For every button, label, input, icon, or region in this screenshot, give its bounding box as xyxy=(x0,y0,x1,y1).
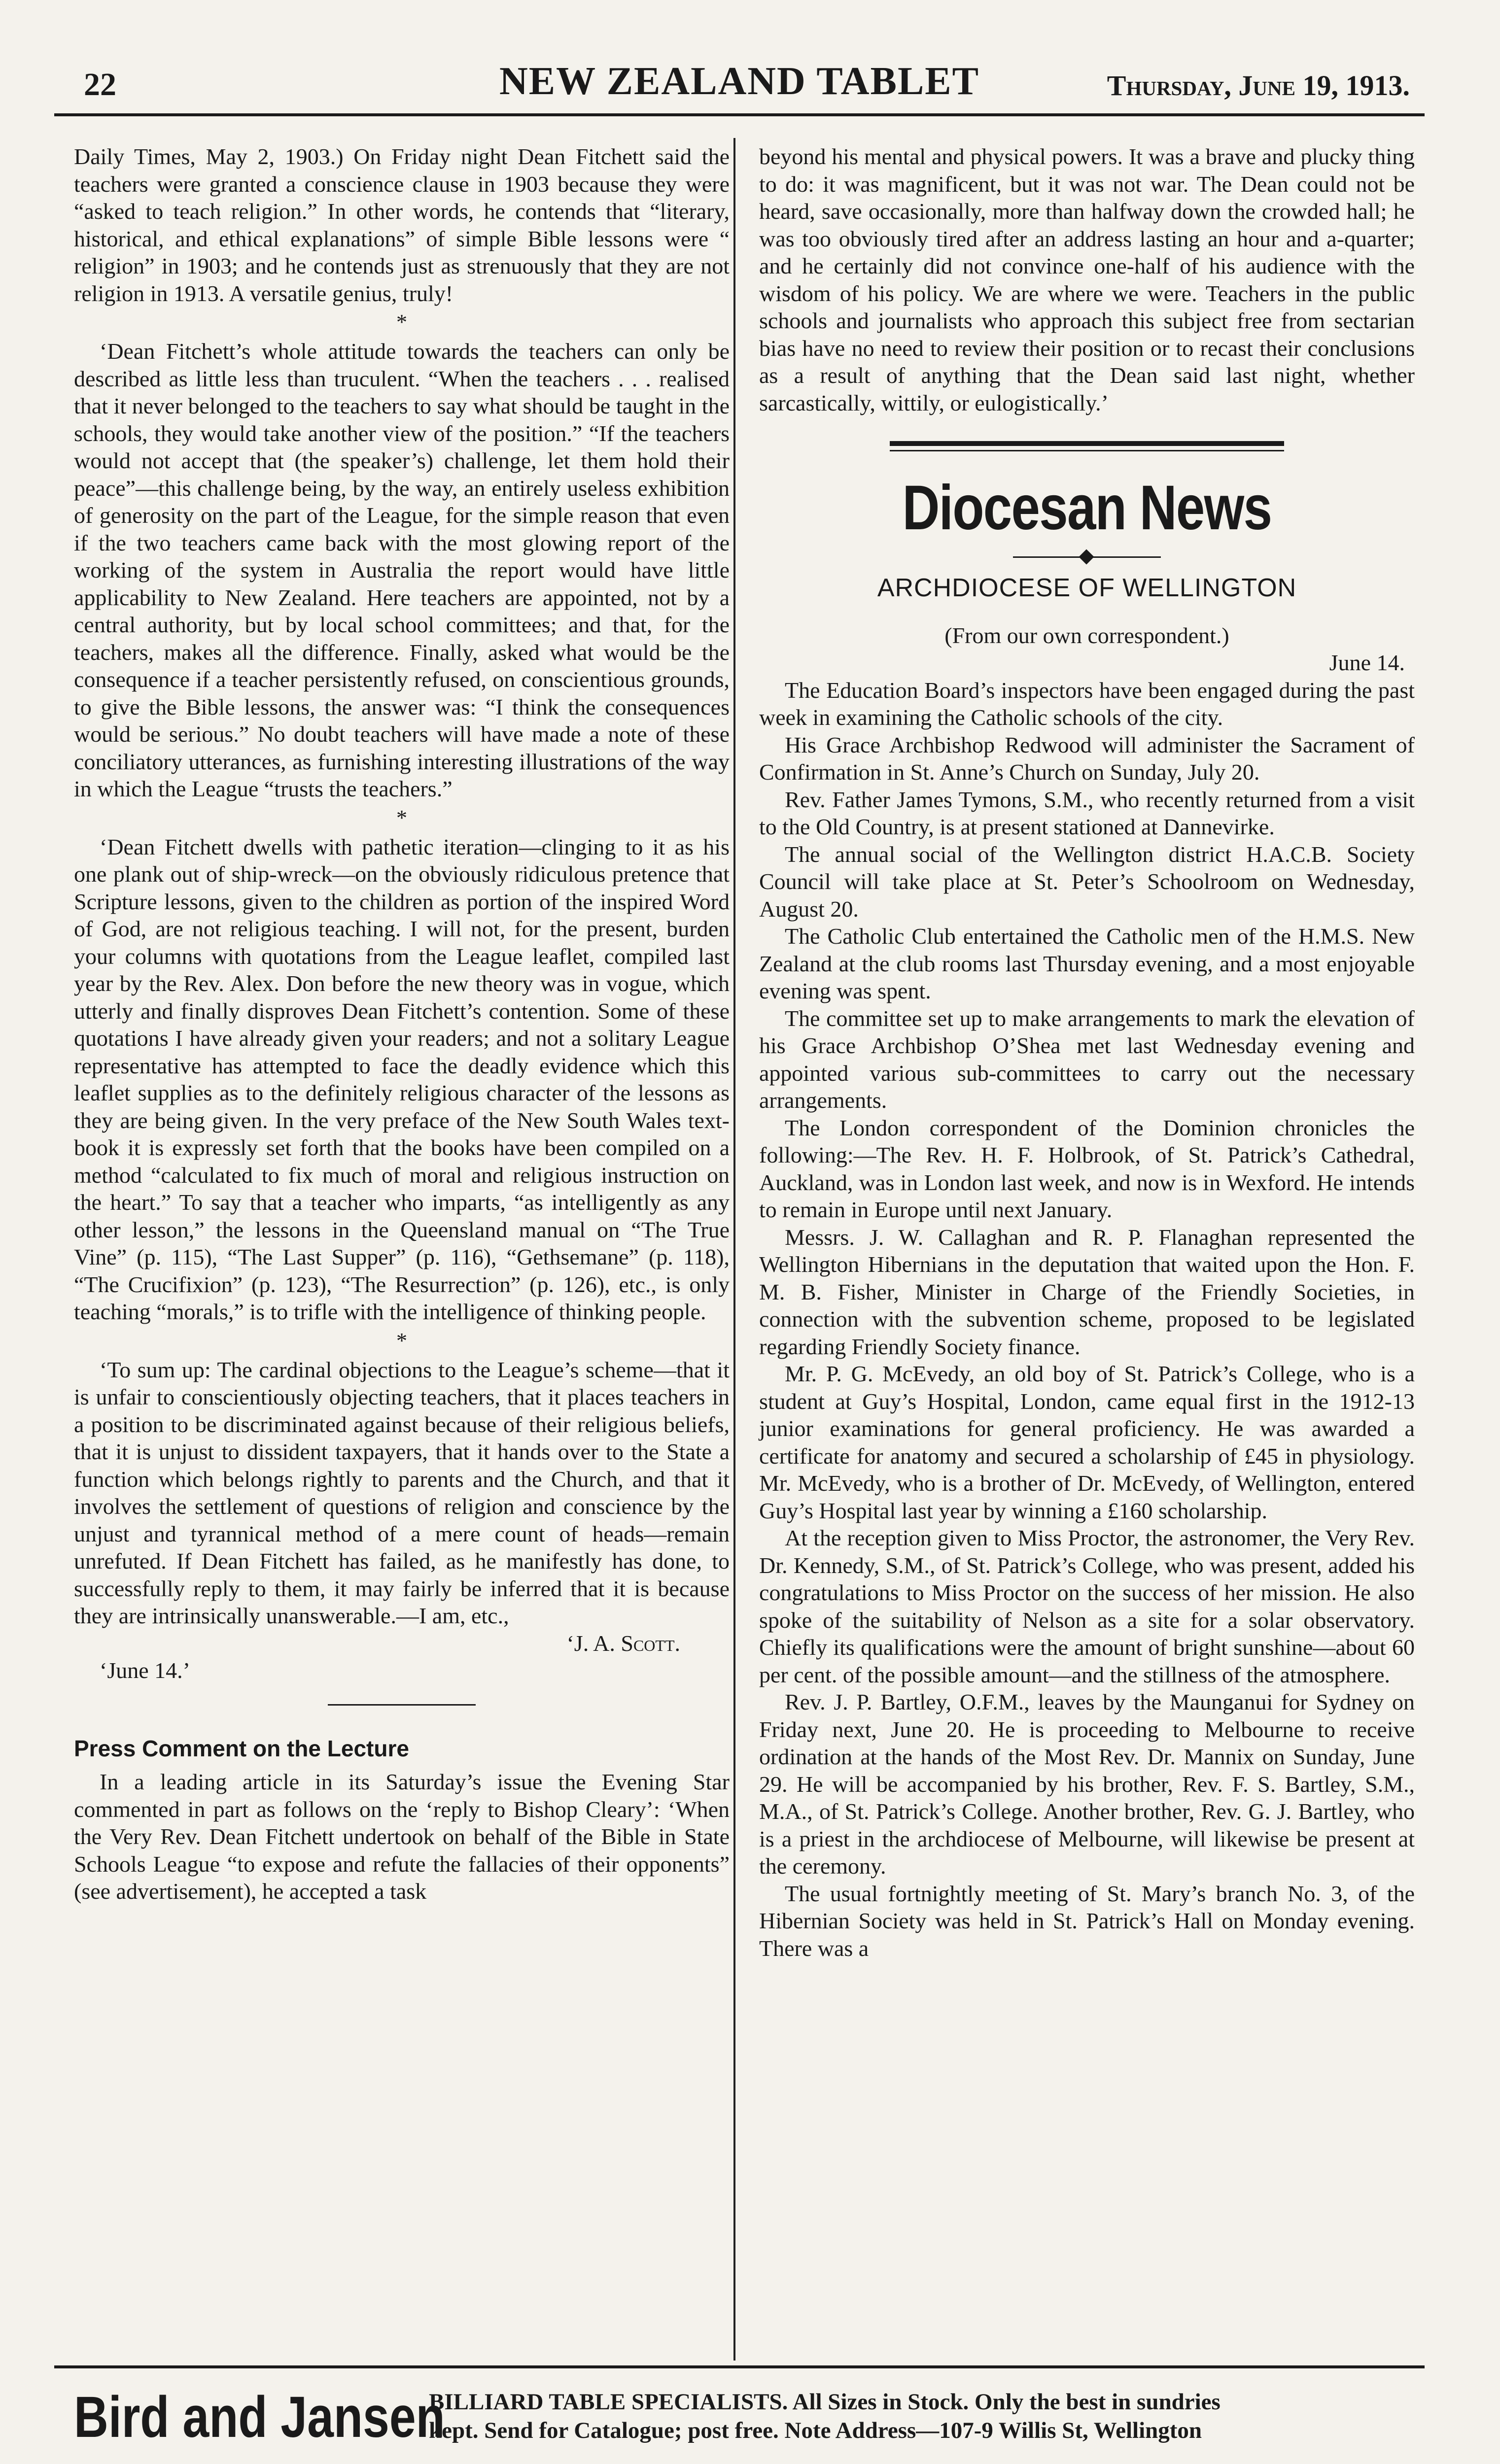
asterisk-separator: * xyxy=(396,805,407,830)
news-item: Rev. Father James Tymons, S.M., who recently returned from a visit to the Old Country, is at present stationed at Dannevirke. xyxy=(759,787,1415,839)
column-divider xyxy=(733,138,735,2361)
news-item: His Grace Archbishop Redwood will administer the Sacrament of Confirmation in St. Anne’s Church on Sunday, July 20. xyxy=(759,732,1415,785)
advertisement-footer xyxy=(64,2380,1425,2454)
masthead xyxy=(54,49,1425,116)
paragraph: ‘Dean Fitchett dwells with pathetic iteration—clinging to it as his one plank out of ship-wreck—on the obviously ridiculous pretence that Scripture lessons, given to the children as portion of the inspired Word of God, are not religious teaching. I will not, for the present, burden your columns with quotations from the League leaflet, compiled last year by the Rev. Alex. Don before the new theory was in vogue, which utterly and finally disproves Dean Fitchett’s contention. Some of these quotations I have already given your readers; and not a solitary League representative has attempted to face the deadly evidence which this leaflet supplies as to the definitely religious character of the lessons as they are being given. In the very preface of the New South Wales text-book it is expressly set forth that the books have been compiled on a method “calculated to fix much of moral and religious instruction on the heart.” To say that a teacher who imparts, “as intelligently as any other lesson,” the lessons in the Queensland manual on “The True Vine” (p. 115), “The Last Supper” (p. 116), “Gethsemane” (p. 118), “The Crucifixion” (p. 123), “The Resurrection” (p. 126), etc., is only teaching “morals,” is to trifle with the intelligence of thinking people. xyxy=(74,834,730,1324)
dispatch-date: June 14. xyxy=(1329,650,1405,675)
letter-signature: ‘J. A. Scott. xyxy=(566,1630,680,1656)
news-item: The usual fortnightly meeting of St. Mary’s branch No. 3, of the Hibernian Society was held in St. Patrick’s Hall on Monday evening. There was a xyxy=(759,1881,1415,1961)
asterisk-separator: * xyxy=(396,310,407,334)
section-title: Diocesan News xyxy=(902,473,1272,543)
news-item: The Catholic Club entertained the Catholic men of the H.M.S. New Zealand at the club rooms last Thursday evening, and a most enjoyable evening was spent. xyxy=(759,924,1415,1003)
footer-rule xyxy=(54,2365,1425,2368)
asterisk-separator: * xyxy=(396,1328,407,1353)
letter-date: ‘June 14.’ xyxy=(100,1658,190,1683)
advertisement-text xyxy=(429,2388,1415,2445)
right-column xyxy=(759,143,1415,1962)
news-item: At the reception given to Miss Proctor, the astronomer, the Very Rev. Dr. Kennedy, S.M., of St. Patrick’s College, who was present, added his congratulations to Miss Proctor on the success of her mission. He also spoke of the suitability of Nelson as a site for a solar observatory. Chiefly its qualifications were the amount of bright sunshine—about 60 per cent. of the possible amount—and the stillness of the atmosphere. xyxy=(759,1525,1415,1687)
correspondent-line: (From our own correspondent.) xyxy=(944,622,1229,648)
news-item: The committee set up to make arrangements to mark the elevation of his Grace Archbishop O’Shea met last Wednesday evening and appointed various sub-committees to carry out the necessary arrangements. xyxy=(759,1005,1415,1113)
paragraph: In a leading article in its Saturday’s issue the Evening Star commented in part as follows on the ‘reply to Bishop Cleary’: ‘When the Very Rev. Dean Fitchett undertook on behalf of the Bible in State Schools League “to expose and refute the fallacies of their opponents” (see advertisement), he accepted a task xyxy=(74,1769,730,1904)
paragraph: ‘To sum up: The cardinal objections to the League’s scheme—that it is unfair to conscientiously objecting teachers, that it places teachers in a position to be discriminated against because of their religious beliefs, that it is unjust to dissident taxpayers, that it hands over to the State a function which belongs rightly to parents and the Church, and that it involves the settlement of questions of religion and conscience by the unjust and tyrannical method of a mere count of heads—remain unrefuted. If Dean Fitchett has failed, as he manifestly has done, to successfully reply to them, it may fairly be inferred that it is because they are intrinsically unanswerable.—I am, etc., xyxy=(74,1357,730,1628)
diamond-ornament xyxy=(1013,550,1161,565)
news-item: The Education Board’s inspectors have been engaged during the past week in examining the Catholic schools of the city. xyxy=(759,677,1415,730)
paragraph: ‘Dean Fitchett’s whole attitude towards the teachers can only be described as little less than truculent. “When the teachers . . . realised that it never belonged to the teachers to say what should be taught in the schools, they would take another view of the position.” “If the teachers would not accept that (the speaker’s) challenge, let them hold their peace”—this challenge being, by the way, an entirely useless exhibition of generosity on the part of the League, for the simple reason that even if the two teachers came back with the most glowing report of the working of the system in Australia the report would have little applicability to New Zealand. Here teachers are appointed, not by a central authority, but by local school committees; and that, for the teachers, makes all the difference. Finally, asked what would be the consequence if a teacher persistently refused, on conscientious grounds, to give the Bible lessons, the answer was: “I think the consequences would be serious.” No doubt teachers will have made a note of these conciliatory utterances, as furnishing interesting illustrations of the way in which the League “trusts the teachers.” xyxy=(74,339,730,801)
issue-date: Thursday, June 19, 1913. xyxy=(1107,69,1410,102)
news-item: The annual social of the Wellington district H.A.C.B. Society Council will take place at St. Peter’s Schoolroom on Wednesday, August 20. xyxy=(759,841,1415,922)
subsection-title: ARCHDIOCESE OF WELLINGTON xyxy=(877,574,1297,602)
thin-rule xyxy=(890,450,1284,451)
ad-line-1: BILLIARD TABLE SPECIALISTS. All Sizes in Stock. Only the best in sundries xyxy=(429,2389,1221,2415)
paragraph: Daily Times, May 2, 1903.) On Friday night Dean Fitchett said the teachers were granted a conscience clause in 1903 because they were “asked to teach religion.” In other words, he contends that “literary, historical, and ethical explanations” of simple Bible lessons were “ religion” in 1903; and he contends just as strenuously that they are not religion in 1913. A versatile genius, truly! xyxy=(74,144,730,306)
section-rule xyxy=(328,1704,476,1706)
left-column xyxy=(74,143,730,1905)
ad-line-2: kept. Send for Catalogue; post free. Note Address—107-9 Willis St, Wellington xyxy=(429,2418,1202,2443)
section-heading: Press Comment on the Lecture xyxy=(74,1735,409,1761)
advertiser-name: Bird and Jansen xyxy=(74,2385,445,2450)
news-item: The London correspondent of the Dominion chronicles the following:—The Rev. H. F. Holbrook, of St. Patrick’s Cathedral, Auckland, was in London last week, and now is in Wexford. He intends to remain in Europe until next January. xyxy=(759,1115,1415,1222)
news-item: Mr. P. G. McEvedy, an old boy of St. Patrick’s College, who is a student at Guy’s Hospital, London, came equal first in the 1912-13 junior examinations for general proficiency. He was awarded a certificate for anatomy and secured a scholarship of £45 in physiology. Mr. McEvedy, who is a brother of Dr. McEvedy, of Wellington, entered Guy’s Hospital last year by winning a £160 scholarship. xyxy=(759,1361,1415,1523)
news-item: Rev. J. P. Bartley, O.F.M., leaves by the Maunganui for Sydney on Friday next, June 20. He is proceeding to Melbourne to receive ordination at the hands of the Most Rev. Dr. Mannix on Sunday, June 29. He will be accompanied by his brother, Rev. F. S. Bartley, S.M., M.A., of St. Patrick’s College. Another brother, Rev. G. J. Bartley, who is a priest in the archdiocese of Melbourne, will likewise be present at the ceremony. xyxy=(759,1689,1415,1879)
newspaper-title: NEW ZEALAND TABLET xyxy=(499,60,980,103)
heavy-rule xyxy=(890,441,1284,446)
news-item: Messrs. J. W. Callaghan and R. P. Flanaghan represented the Wellington Hibernians in the deputation that waited upon the Hon. F. M. B. Fisher, Minister in Charge of the Friendly Societies, in connection with the subvention scheme, proposed to be legislated regarding Friendly Society finance. xyxy=(759,1224,1415,1359)
paragraph: beyond his mental and physical powers. It was a brave and plucky thing to do: it was magnificent, but it was not war. The Dean could not be heard, save occasionally, more than halfway down the crowded hall; he was too obviously tired after an address lasting an hour and a-quarter; and he certainly did not convince one-half of his audience with the wisdom of his policy. We are where we were. Teachers in the public schools and journalists who approach this subject free from sectarian bias have no need to review their position or to recast their conclusions as a result of anything that the Dean said last night, whether sarcastically, wittily, or eulogistically.’ xyxy=(759,144,1415,415)
page-number: 22 xyxy=(84,67,116,103)
